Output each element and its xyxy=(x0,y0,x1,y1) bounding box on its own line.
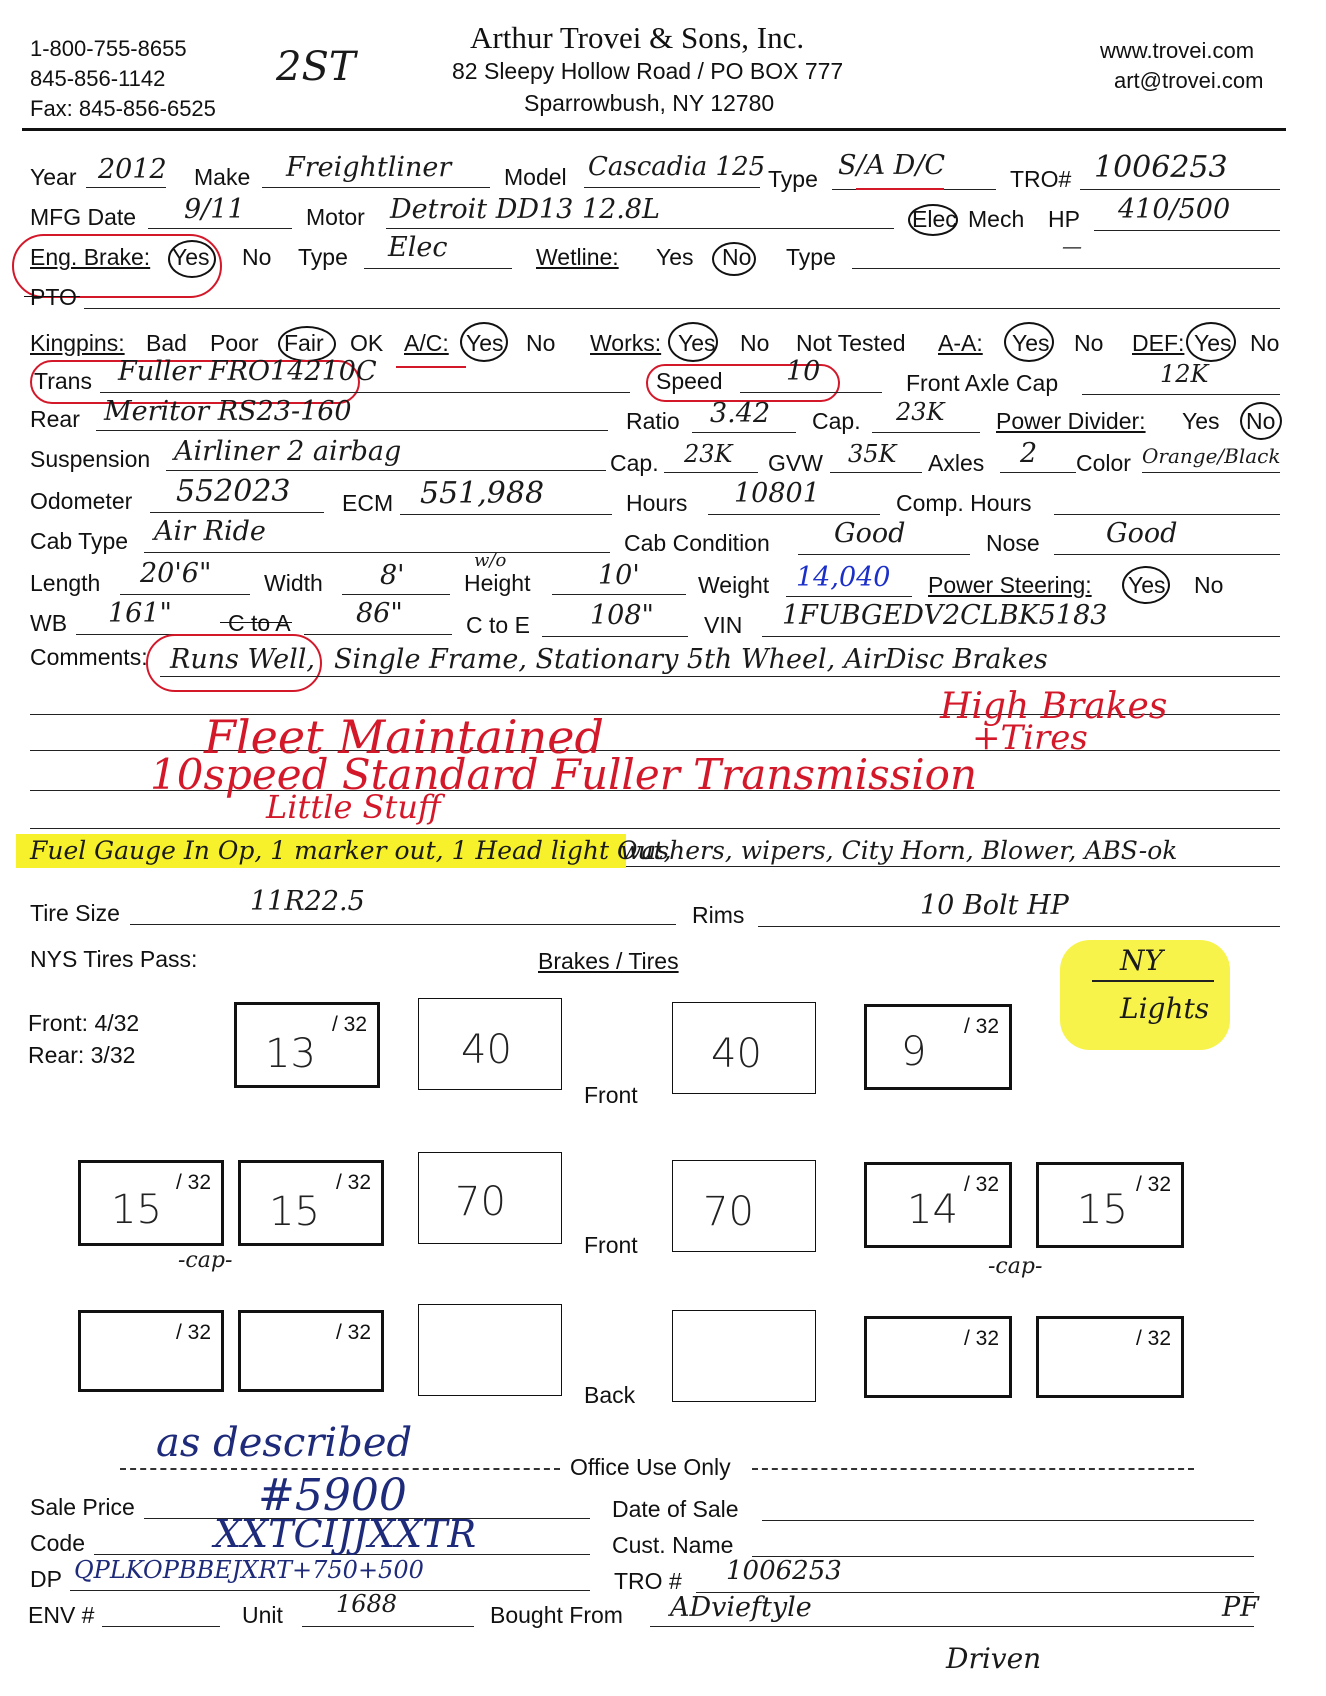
pto-label: PTO xyxy=(30,284,77,310)
height-label: Height xyxy=(464,570,531,596)
address-line-2: Sparrowbush, NY 12780 xyxy=(524,90,775,116)
length-label: Length xyxy=(30,570,101,596)
axles-line xyxy=(1000,472,1076,473)
date-of-sale-label: Date of Sale xyxy=(612,1496,739,1522)
trans-label: Trans xyxy=(34,368,92,394)
wetline-yes-option[interactable]: Yes xyxy=(656,244,694,270)
power-divider-yes-option[interactable]: Yes xyxy=(1182,408,1220,434)
ac-red-underline xyxy=(396,366,466,368)
model-line xyxy=(584,187,760,188)
works-no-option[interactable]: No xyxy=(740,330,770,356)
make-value[interactable]: Freightliner xyxy=(286,152,452,183)
tire-box-drive-left-outer[interactable] xyxy=(78,1160,224,1246)
hp-line xyxy=(1094,230,1280,231)
vin-label: VIN xyxy=(704,612,743,638)
odometer-line xyxy=(150,512,324,513)
susp-cap-line xyxy=(664,472,758,473)
height-note: w/o xyxy=(474,550,507,571)
gvw-label: GVW xyxy=(768,450,823,476)
hours-label: Hours xyxy=(626,490,688,516)
axles-label: Axles xyxy=(928,450,985,476)
comment-rest[interactable]: washers, wipers, City Horn, Blower, ABS-ok xyxy=(620,836,1178,865)
power-divider-label: Power Divider: xyxy=(996,408,1146,434)
works-yes-option[interactable]: Yes xyxy=(678,330,716,356)
office-dash-right xyxy=(752,1468,1194,1470)
unit-label: Unit xyxy=(242,1602,283,1628)
motor-line xyxy=(386,228,894,229)
weight-line xyxy=(786,596,912,597)
aa-label: A-A: xyxy=(938,330,983,356)
power-steering-label: Power Steering: xyxy=(928,572,1092,598)
length-line xyxy=(120,594,250,595)
power-steering-yes-option[interactable]: Yes xyxy=(1128,572,1166,598)
ac-no-option[interactable]: No xyxy=(526,330,556,356)
brake-box-drive-right[interactable] xyxy=(672,1160,816,1252)
cab-type-value[interactable]: Air Ride xyxy=(154,516,266,547)
per32-label: / 32 xyxy=(963,1015,999,1038)
length-value[interactable]: 20'6" xyxy=(140,558,212,589)
vin-line xyxy=(762,636,1280,637)
c-to-e-line xyxy=(542,636,688,637)
hours-value[interactable]: 10801 xyxy=(734,478,820,509)
kingpins-bad-option[interactable]: Bad xyxy=(146,330,187,356)
hours-line xyxy=(708,514,880,515)
tire-box-front-left[interactable] xyxy=(234,1002,380,1088)
fax-number: Fax: 845-856-6525 xyxy=(30,96,216,121)
comment-red-side-2[interactable]: +Tires xyxy=(972,718,1088,758)
sale-price-value[interactable]: #5900 xyxy=(258,1470,407,1521)
ecm-value[interactable]: 551,988 xyxy=(420,476,545,511)
handwritten-code: 2ST xyxy=(276,44,356,90)
comment-red-2[interactable]: 10speed Standard Fuller Transmission xyxy=(150,750,978,799)
kingpins-label: Kingpins: xyxy=(30,330,125,356)
suspension-line xyxy=(166,470,606,471)
c-to-a-strike xyxy=(220,622,292,623)
front-axle-label-2: Front xyxy=(584,1232,638,1258)
per32-label: / 32 xyxy=(1135,1327,1171,1350)
works-not-tested-option[interactable]: Not Tested xyxy=(796,330,906,356)
bought-from-label: Bought From xyxy=(490,1602,623,1628)
header-divider xyxy=(22,128,1286,131)
brakes-tires-heading: Brakes / Tires xyxy=(538,948,679,974)
bought-from-line xyxy=(650,1626,1254,1627)
wetline-label: Wetline: xyxy=(536,244,619,270)
pto-line xyxy=(84,308,1280,309)
brake-value: 70 xyxy=(703,1189,754,1235)
aa-yes-option[interactable]: Yes xyxy=(1012,330,1050,356)
rims-value[interactable]: 10 Bolt HP xyxy=(920,890,1069,921)
wetline-type-line xyxy=(852,268,1280,269)
weight-label: Weight xyxy=(698,572,770,598)
works-label: Works: xyxy=(590,330,662,356)
cab-condition-label: Cab Condition xyxy=(624,530,770,556)
rear-line xyxy=(96,430,608,431)
year-value[interactable]: 2012 xyxy=(98,154,167,185)
mfg-date-label: MFG Date xyxy=(30,204,137,230)
cust-name-label: Cust. Name xyxy=(612,1532,734,1558)
elec-option[interactable]: Elec xyxy=(912,206,957,232)
speed-value[interactable]: 10 xyxy=(786,356,821,387)
width-line xyxy=(342,594,450,595)
comment-rule-5 xyxy=(30,828,1280,829)
ratio-value[interactable]: 3.42 xyxy=(710,398,771,429)
cab-condition-line xyxy=(798,554,970,555)
tire-depth-value: 14 xyxy=(907,1187,958,1233)
c-to-a-line xyxy=(304,634,452,635)
brake-box-front-left[interactable] xyxy=(418,998,562,1090)
brake-box-rear-right[interactable] xyxy=(672,1310,816,1402)
nys-lights-note: Lights xyxy=(1120,992,1210,1025)
cab-type-line xyxy=(144,552,610,553)
rear-value[interactable]: Meritor RS23-160 xyxy=(104,396,352,427)
speed-label: Speed xyxy=(656,368,723,394)
brake-value: 70 xyxy=(455,1179,506,1225)
comments-label: Comments: xyxy=(30,644,148,670)
model-value[interactable]: Cascadia 125 xyxy=(588,152,766,182)
front-axle-label-1: Front xyxy=(584,1082,638,1108)
nys-tires-pass-label: NYS Tires Pass: xyxy=(30,946,198,972)
per32-label: / 32 xyxy=(175,1321,211,1344)
odometer-value[interactable]: 552023 xyxy=(176,474,291,509)
def-label: DEF: xyxy=(1132,330,1185,356)
kingpins-ok-option[interactable]: OK xyxy=(350,330,384,356)
per32-label: / 32 xyxy=(963,1327,999,1350)
ecm-label: ECM xyxy=(342,490,394,516)
eng-brake-type-line xyxy=(364,268,512,269)
rear-cap-line xyxy=(872,432,980,433)
brake-value: 40 xyxy=(461,1027,512,1073)
dp-line xyxy=(70,1590,590,1591)
year-line xyxy=(86,187,166,188)
trans-line xyxy=(100,392,630,393)
tire-depth-value: 15 xyxy=(111,1187,162,1233)
env-line xyxy=(102,1626,220,1627)
unit-line xyxy=(302,1626,474,1627)
per32-label: / 32 xyxy=(335,1321,371,1344)
cab-type-label: Cab Type xyxy=(30,528,129,554)
width-label: Width xyxy=(264,570,323,596)
phone-1: 1-800-755-8655 xyxy=(30,36,187,61)
per32-label: / 32 xyxy=(331,1013,367,1036)
nose-line xyxy=(1054,554,1280,555)
brake-value: 40 xyxy=(711,1031,762,1077)
nose-label: Nose xyxy=(986,530,1040,556)
rims-line xyxy=(758,926,1280,927)
tire-box-front-right[interactable] xyxy=(864,1004,1012,1090)
pto-strike xyxy=(24,296,80,297)
bought-from-value[interactable]: ADvieftyle xyxy=(670,1592,812,1623)
date-of-sale-line xyxy=(762,1520,1254,1521)
trans-value[interactable]: Fuller FRO14210C xyxy=(118,356,377,387)
comp-hours-label: Comp. Hours xyxy=(896,490,1032,516)
kingpins-fair-option[interactable]: Fair xyxy=(284,330,324,356)
rims-label: Rims xyxy=(692,902,745,928)
hp-value[interactable]: 410/500 xyxy=(1118,194,1231,225)
tire-box-rear-right-inner[interactable] xyxy=(864,1316,1012,1398)
company-name: Arthur Trovei & Sons, Inc. xyxy=(470,20,805,55)
def-no-option[interactable]: No xyxy=(1250,330,1280,356)
per32-label: / 32 xyxy=(1135,1173,1171,1196)
tire-box-drive-right-outer[interactable] xyxy=(1036,1162,1184,1248)
code-value[interactable]: XXTCIJJXXTR xyxy=(214,1512,477,1556)
color-value[interactable]: Orange/Black xyxy=(1142,444,1281,468)
tire-box-rear-left-outer[interactable] xyxy=(78,1310,224,1392)
c-to-a-label: C to A xyxy=(228,610,291,636)
sale-price-label: Sale Price xyxy=(30,1494,135,1520)
type-value[interactable]: S/A D/C xyxy=(838,150,946,181)
front-axle-cap-label: Front Axle Cap xyxy=(906,370,1059,396)
weight-value[interactable]: 14,040 xyxy=(796,562,891,593)
kingpins-poor-option[interactable]: Poor xyxy=(210,330,259,356)
height-line xyxy=(552,594,686,595)
tire-depth-value: 9 xyxy=(901,1029,927,1075)
comment-red-1[interactable]: Fleet Maintained xyxy=(204,710,604,764)
power-divider-no-option[interactable]: No xyxy=(1246,408,1276,434)
suspension-label: Suspension xyxy=(30,446,151,472)
tire-depth-value: 13 xyxy=(265,1031,316,1077)
power-steering-no-option[interactable]: No xyxy=(1194,572,1224,598)
dp-label: DP xyxy=(30,1566,62,1592)
year-label: Year xyxy=(30,164,77,190)
rear-cap-value[interactable]: 23K xyxy=(896,398,945,426)
eng-brake-type-label: Type xyxy=(298,244,348,270)
unit-value[interactable]: 1688 xyxy=(336,1590,398,1618)
comp-hours-line xyxy=(1054,514,1280,515)
brake-box-front-right[interactable] xyxy=(672,1002,816,1094)
motor-label: Motor xyxy=(306,204,365,230)
susp-cap-label: Cap. xyxy=(610,450,659,476)
mfg-date-value[interactable]: 9/11 xyxy=(184,194,245,225)
tro-hash-label: TRO # xyxy=(614,1568,682,1594)
comment-runs-well[interactable]: Runs Well, xyxy=(170,644,315,675)
nys-note: NY xyxy=(1120,944,1163,977)
axles-value[interactable]: 2 xyxy=(1020,438,1038,469)
speed-line xyxy=(740,392,882,393)
eng-brake-no-option[interactable]: No xyxy=(242,244,272,270)
def-yes-option[interactable]: Yes xyxy=(1194,330,1232,356)
vin-value[interactable]: 1FUBGEDV2CLBK5183 xyxy=(782,600,1108,631)
tire-depth-value: 15 xyxy=(269,1189,320,1235)
nys-note-underline xyxy=(1092,980,1214,982)
per32-label: / 32 xyxy=(335,1171,371,1194)
mech-option[interactable]: Mech xyxy=(968,206,1025,232)
motor-value[interactable]: Detroit DD13 12.8L xyxy=(390,194,660,225)
per32-label: / 32 xyxy=(963,1173,999,1196)
eng-brake-type-value[interactable]: Elec xyxy=(388,232,448,263)
front-spec: Front: 4/32 xyxy=(28,1010,140,1036)
wb-value[interactable]: 161" xyxy=(108,598,172,629)
tire-box-drive-left-inner[interactable] xyxy=(238,1160,384,1246)
tro-label: TRO# xyxy=(1010,166,1072,192)
model-label: Model xyxy=(504,164,567,190)
comment-rule-1 xyxy=(160,676,1280,677)
website[interactable]: www.trovei.com xyxy=(1100,38,1255,63)
rear-label: Rear xyxy=(30,406,80,432)
tire-size-value[interactable]: 11R22.5 xyxy=(250,886,365,917)
phone-2: 845-856-1142 xyxy=(30,66,166,91)
cap-note-right: -cap- xyxy=(988,1254,1043,1279)
per32-label: / 32 xyxy=(175,1171,211,1194)
dp-value[interactable]: QPLKOPBBEJXRT+750+500 xyxy=(74,1556,424,1584)
as-described-note: as described xyxy=(156,1420,413,1466)
ecm-line xyxy=(400,514,612,515)
tire-depth-value: 15 xyxy=(1077,1187,1128,1233)
mfg-date-line xyxy=(148,228,292,229)
tire-size-line xyxy=(130,924,676,925)
color-label: Color xyxy=(1076,450,1131,476)
tire-box-drive-right-inner[interactable] xyxy=(864,1162,1012,1248)
back-axle-label: Back xyxy=(584,1382,636,1408)
c-to-e-label: C to E xyxy=(466,612,530,638)
tro-line xyxy=(1080,189,1280,190)
wetline-type-label: Type xyxy=(786,244,836,270)
suspension-value[interactable]: Airliner 2 airbag xyxy=(174,436,402,467)
c-to-a-value[interactable]: 86" xyxy=(356,598,403,629)
wb-label: WB xyxy=(30,610,68,636)
width-value[interactable]: 8' xyxy=(380,560,405,591)
comment-highlighted[interactable]: Fuel Gauge In Op, 1 marker out, 1 Head light Out, xyxy=(30,836,672,865)
comment-red-3[interactable]: Little Stuff xyxy=(266,788,441,826)
office-use-only-heading: Office Use Only xyxy=(570,1454,731,1480)
eng-brake-yes-option[interactable]: Yes xyxy=(172,244,210,270)
rear-cap-label: Cap. xyxy=(812,408,861,434)
driven-note: Driven xyxy=(946,1642,1042,1675)
make-label: Make xyxy=(194,164,251,190)
nose-value[interactable]: Good xyxy=(1106,518,1178,549)
hp-label: HP xyxy=(1048,206,1080,232)
tire-box-rear-left-inner[interactable] xyxy=(238,1310,384,1392)
address-line-1: 82 Sleepy Hollow Road / PO BOX 777 xyxy=(452,58,844,84)
gvw-line xyxy=(830,472,922,473)
ac-yes-option[interactable]: Yes xyxy=(466,330,504,356)
code-label: Code xyxy=(30,1530,85,1556)
aa-no-option[interactable]: No xyxy=(1074,330,1104,356)
tro-value[interactable]: 1006253 xyxy=(1094,150,1228,185)
env-label: ENV # xyxy=(28,1602,95,1628)
front-axle-cap-value[interactable]: 12K xyxy=(1160,360,1209,388)
eng-brake-label: Eng. Brake: xyxy=(30,244,151,270)
wetline-no-option[interactable]: No xyxy=(722,244,752,270)
ac-label: A/C: xyxy=(404,330,449,356)
make-line xyxy=(262,187,490,188)
front-axle-cap-line xyxy=(1082,394,1280,395)
ratio-label: Ratio xyxy=(626,408,680,434)
cap-note-left: -cap- xyxy=(178,1248,233,1273)
height-value[interactable]: 10' xyxy=(598,560,640,591)
odometer-label: Odometer xyxy=(30,488,133,514)
tire-size-label: Tire Size xyxy=(30,900,120,926)
tro-hash-value[interactable]: 1006253 xyxy=(726,1556,842,1586)
gvw-value[interactable]: 35K xyxy=(848,440,897,468)
type-label: Type xyxy=(768,166,818,192)
ratio-line xyxy=(692,432,796,433)
hp-dash-mark: — xyxy=(1062,234,1082,258)
comment-line-1[interactable]: Single Frame, Stationary 5th Wheel, AirDisc Brakes xyxy=(334,644,1048,675)
cab-condition-value[interactable]: Good xyxy=(834,518,906,549)
email[interactable]: art@trovei.com xyxy=(1114,68,1264,93)
rear-spec: Rear: 3/32 xyxy=(28,1042,136,1068)
tire-box-rear-right-outer[interactable] xyxy=(1036,1316,1184,1398)
comment-red-side-1[interactable]: High Brakes xyxy=(940,686,1168,727)
susp-cap-value[interactable]: 23K xyxy=(684,440,733,468)
brake-box-drive-left[interactable] xyxy=(418,1152,562,1244)
brake-box-rear-left[interactable] xyxy=(418,1304,562,1396)
c-to-e-value[interactable]: 108" xyxy=(590,600,654,631)
type-underline-red xyxy=(856,188,944,190)
pf-note: PF xyxy=(1222,1592,1259,1623)
color-line xyxy=(1142,472,1280,473)
